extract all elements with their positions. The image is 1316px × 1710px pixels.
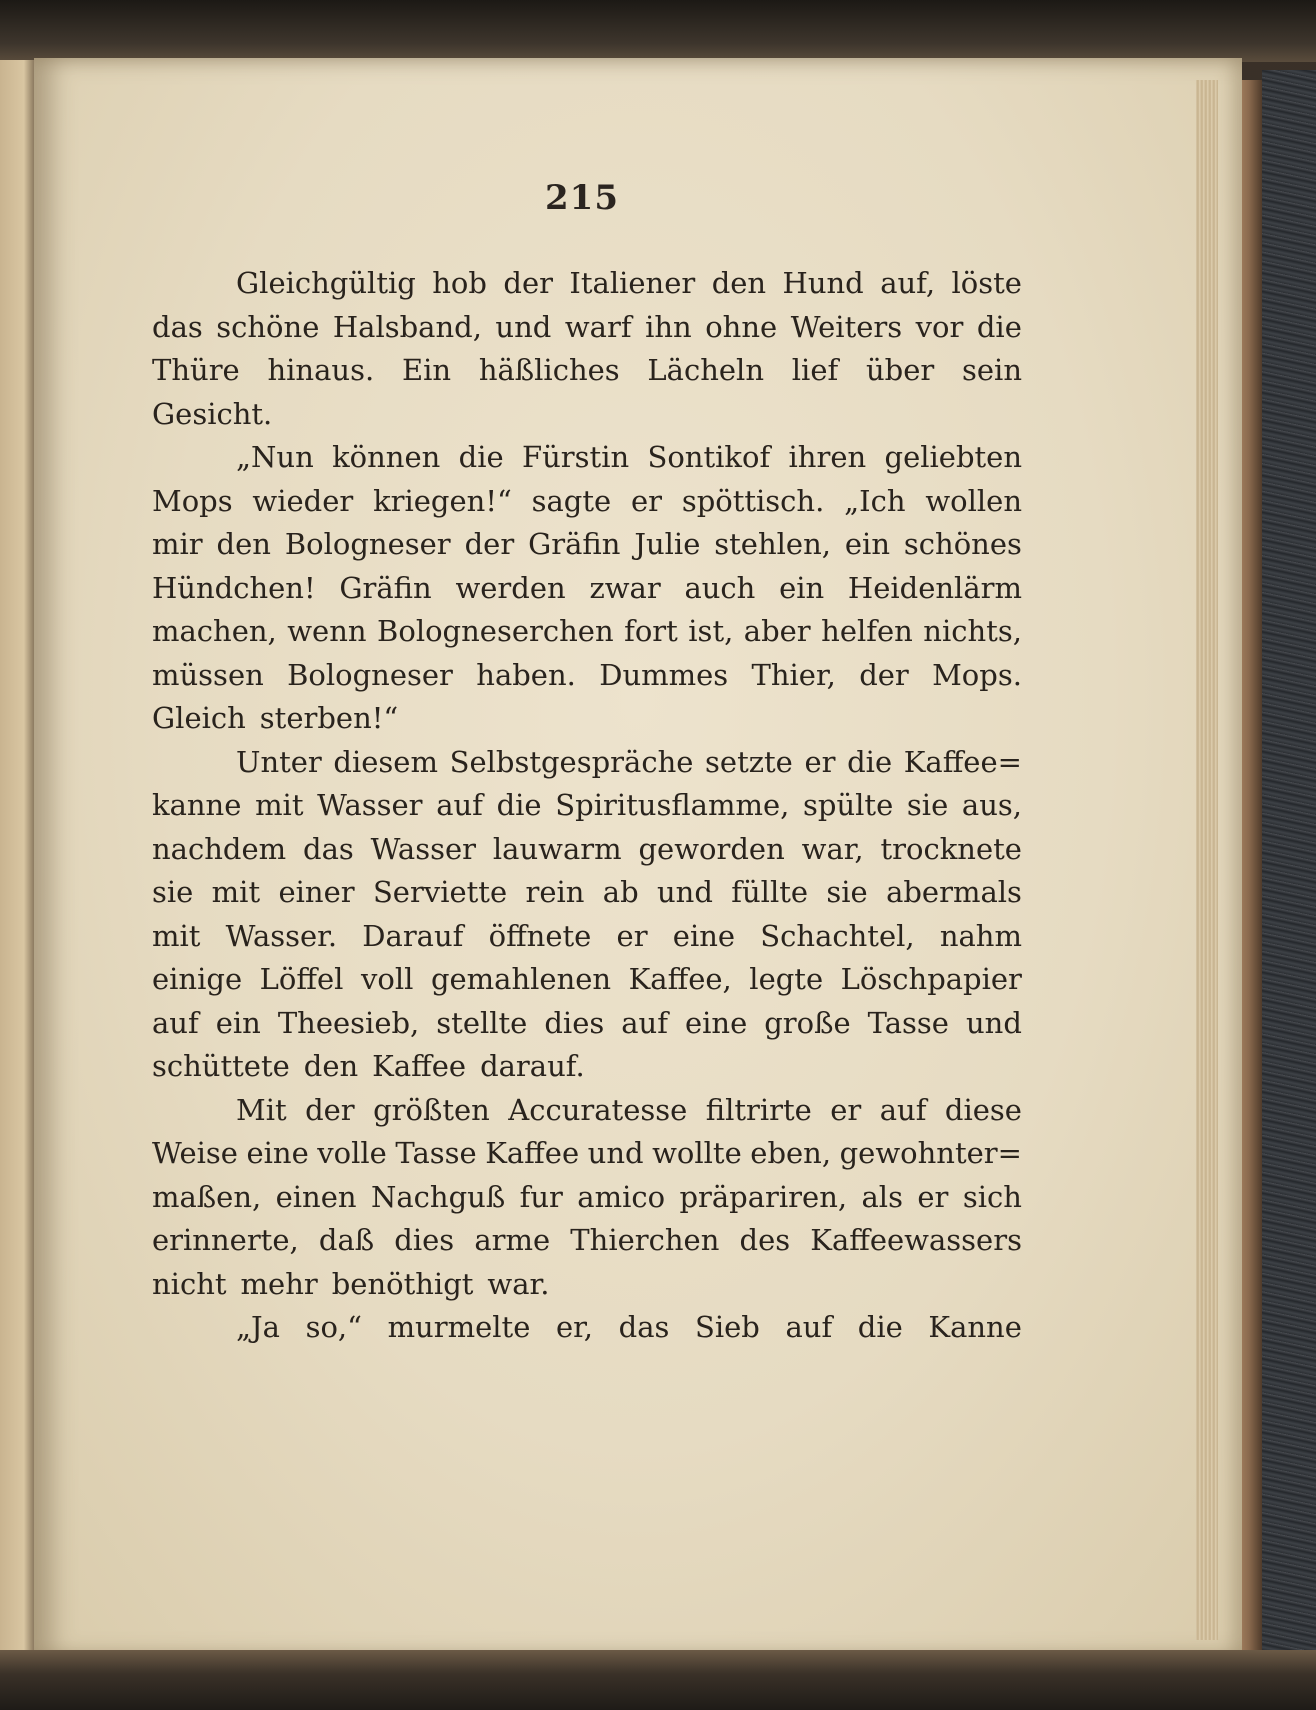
word: Nachguß	[371, 1179, 506, 1214]
word: Halsband,	[332, 309, 482, 344]
book-cover-board	[1262, 70, 1316, 1650]
word: die	[847, 744, 893, 779]
word: Tasse	[867, 1005, 949, 1040]
word: einige	[152, 962, 243, 996]
word: er	[630, 483, 663, 518]
word: Selbstgespräche	[449, 744, 694, 779]
word: ohne	[705, 309, 778, 344]
word: ein	[215, 1005, 261, 1040]
word: auch	[684, 570, 756, 605]
word: ein	[779, 570, 825, 605]
text-line	[152, 828, 1022, 872]
word: Weiters	[790, 309, 903, 344]
word: müssen	[152, 657, 264, 692]
word: das	[303, 831, 354, 866]
word: er	[616, 918, 648, 953]
word: Heidenlärm	[847, 570, 1022, 605]
word: Sieb	[695, 1310, 760, 1344]
word: einen	[275, 1179, 357, 1214]
word: fur	[519, 1179, 563, 1214]
word: Gräfin	[528, 527, 621, 561]
word: können	[332, 440, 441, 474]
paragraph	[152, 262, 1022, 436]
text-line	[152, 1002, 1022, 1046]
word: gewohnter=	[839, 1136, 1022, 1170]
word: Tasse	[395, 1136, 477, 1170]
word: trocknete	[880, 831, 1022, 866]
word: Dummes	[599, 657, 729, 692]
word: mit	[211, 875, 261, 909]
word: spülte	[803, 788, 894, 822]
text-line	[152, 871, 1022, 915]
word: ab	[602, 875, 639, 909]
word: auf	[621, 1005, 668, 1040]
word: arme	[474, 1223, 551, 1257]
word: voll	[360, 962, 414, 996]
word: Gräfin	[339, 570, 432, 605]
word: dies	[394, 1223, 455, 1257]
word: legte	[749, 962, 824, 996]
word: sagte	[531, 483, 612, 518]
word: Serviette	[372, 875, 508, 909]
text-line	[152, 741, 1022, 785]
word: als	[861, 1179, 903, 1214]
word: volle	[317, 1136, 387, 1170]
word: Bologneserchen	[377, 614, 614, 648]
word: kanne	[152, 788, 242, 822]
word: Mops	[152, 483, 233, 518]
book-bottom-edge	[0, 1650, 1316, 1710]
text-line	[152, 567, 1022, 611]
word: abermals	[886, 875, 1022, 909]
word: die	[458, 440, 504, 474]
word: über	[865, 353, 935, 387]
paragraph	[152, 1306, 1022, 1350]
word: schönes	[903, 527, 1022, 561]
text-line	[152, 393, 1022, 437]
text-line	[152, 349, 1022, 393]
word: spöttisch.	[681, 483, 825, 518]
word: war.	[487, 1266, 550, 1301]
text-line	[152, 610, 1022, 654]
word: „Nun	[236, 440, 314, 474]
word: wollte	[652, 1136, 742, 1170]
word: darauf.	[480, 1049, 585, 1083]
word: füllte	[731, 875, 809, 909]
body-text	[152, 262, 1022, 1350]
word: und	[657, 875, 713, 909]
word: maßen,	[152, 1179, 262, 1214]
word: der	[464, 527, 515, 561]
word: auf	[436, 788, 483, 822]
word: Mit	[236, 1092, 287, 1127]
word: den	[303, 1049, 359, 1083]
text-line	[152, 1045, 1022, 1089]
word: auf	[879, 1092, 927, 1127]
word: Fürstin	[522, 440, 630, 474]
text-line	[152, 784, 1022, 828]
word: ihren	[788, 440, 867, 474]
word: Kaffee=	[903, 744, 1022, 779]
word: und	[587, 1136, 644, 1170]
book-top-edge	[0, 0, 1316, 62]
word: filtrirte	[705, 1092, 812, 1127]
word: nicht	[152, 1266, 227, 1301]
word: Julie	[634, 527, 701, 561]
text-line	[152, 1176, 1022, 1220]
page-number: 215	[545, 178, 619, 218]
word: mir	[152, 527, 203, 561]
word: stehlen,	[714, 527, 831, 561]
text-line	[152, 697, 1022, 741]
word: aus,	[961, 788, 1022, 822]
word: Unter	[236, 744, 322, 779]
word: lauwarm	[492, 831, 622, 866]
word: werden	[455, 570, 566, 605]
word: Wasser	[370, 831, 476, 866]
word: nichts,	[923, 614, 1022, 648]
word: geliebten	[884, 440, 1022, 474]
word: „Ich	[844, 483, 906, 518]
word: ist,	[688, 614, 734, 648]
word: Darauf	[362, 918, 464, 953]
page-stack-edges	[1196, 80, 1218, 1640]
word: die	[496, 788, 542, 822]
word: Kaffeewassers	[810, 1223, 1022, 1257]
paragraph	[152, 436, 1022, 741]
word: öffnete	[488, 918, 592, 953]
word: Lächeln	[647, 353, 765, 387]
word: eine	[672, 918, 736, 953]
word: löste	[951, 266, 1022, 300]
word: ein	[844, 527, 891, 561]
word: sie	[906, 788, 949, 822]
word: wieder	[252, 483, 354, 518]
word: Löschpapier	[840, 962, 1022, 996]
word: sie	[826, 875, 868, 909]
word: vor	[915, 309, 964, 344]
text-line	[152, 654, 1022, 698]
text-line	[152, 523, 1022, 567]
word: Löffel	[259, 962, 344, 996]
word: sie	[152, 875, 194, 909]
word: schöne	[216, 309, 320, 344]
word: Thierchen	[570, 1223, 720, 1257]
text-line	[152, 915, 1022, 959]
text-line	[152, 1089, 1022, 1133]
word: die	[976, 309, 1022, 344]
word: daß	[318, 1223, 375, 1257]
word: er	[917, 1179, 949, 1214]
word: Hund	[782, 266, 864, 300]
word: Ein	[401, 353, 452, 387]
word: auf,	[880, 266, 936, 300]
word: Accuratesse	[508, 1092, 688, 1127]
word: Spiritusflamme,	[555, 788, 790, 822]
word: wollen	[925, 483, 1022, 518]
word: Gesicht.	[152, 396, 273, 431]
word: hinaus.	[267, 353, 375, 387]
word: nachdem	[152, 831, 287, 866]
word: er,	[555, 1310, 594, 1344]
word: ihn	[645, 309, 692, 344]
word: Wasser.	[225, 918, 338, 953]
word: größten	[373, 1092, 490, 1127]
word: eine	[684, 1005, 748, 1040]
word: schüttete	[152, 1049, 290, 1083]
word: er	[804, 744, 836, 779]
word: Italiener	[569, 266, 696, 300]
word: sein	[962, 353, 1022, 387]
text-line	[152, 1306, 1022, 1350]
word: nahm	[939, 918, 1022, 953]
word: Kaffee,	[628, 962, 732, 996]
word: er	[830, 1092, 862, 1127]
word: mit	[255, 788, 304, 822]
word: kriegen!“	[373, 483, 512, 518]
paragraph	[152, 741, 1022, 1089]
word: „Ja	[236, 1310, 280, 1344]
text-line	[152, 1219, 1022, 1263]
word: Thüre	[152, 353, 240, 387]
word: warf	[564, 309, 632, 344]
word: zwar	[589, 570, 661, 605]
word: so,“	[305, 1310, 362, 1344]
word: eine	[246, 1136, 309, 1170]
word: auf	[152, 1005, 199, 1040]
word: und	[495, 309, 552, 344]
word: Wasser	[317, 788, 423, 822]
text-line	[152, 1132, 1022, 1176]
word: wenn	[287, 614, 367, 648]
word: Weise	[152, 1136, 238, 1170]
word: und	[965, 1005, 1022, 1040]
word: Gleich	[152, 701, 246, 735]
word: Mops.	[932, 657, 1022, 692]
text-line	[152, 436, 1022, 480]
word: das	[152, 309, 203, 344]
word: mit	[152, 918, 201, 953]
word: Kaffee	[372, 1049, 467, 1083]
word: der	[503, 266, 553, 300]
word: Schachtel,	[760, 918, 915, 953]
word: den	[216, 527, 271, 561]
text-line	[152, 480, 1022, 524]
word: eben,	[750, 1136, 832, 1170]
paragraph	[152, 1089, 1022, 1307]
word: Hündchen!	[152, 570, 316, 605]
word: gemahlenen	[430, 962, 612, 996]
word: setzte	[705, 744, 793, 779]
word: fort	[624, 614, 678, 648]
word: das	[618, 1310, 670, 1344]
word: große	[764, 1005, 851, 1040]
word: rein	[525, 875, 585, 909]
word: präpariren,	[679, 1179, 848, 1214]
word: häßliches	[478, 353, 620, 387]
word: mehr	[240, 1266, 318, 1301]
word: Bologneser	[284, 527, 451, 561]
word: hob	[432, 266, 487, 300]
text-line	[152, 306, 1022, 350]
word: stellte	[436, 1005, 528, 1040]
text-line	[152, 262, 1022, 306]
word: Thier,	[751, 657, 836, 692]
word: murmelte	[387, 1310, 531, 1344]
word: des	[739, 1223, 791, 1257]
word: war,	[801, 831, 864, 866]
word: amico	[577, 1179, 666, 1214]
word: der	[305, 1092, 355, 1127]
word: einer	[278, 875, 355, 909]
word: Kaffee	[485, 1136, 580, 1170]
text-line	[152, 1263, 1022, 1307]
word: diesem	[333, 744, 438, 779]
word: der	[859, 657, 909, 692]
word: haben.	[476, 657, 576, 692]
word: Gleichgültig	[236, 266, 416, 300]
word: den	[711, 266, 767, 300]
word: die	[857, 1310, 903, 1344]
word: sich	[962, 1179, 1022, 1214]
facing-page-edge	[0, 60, 34, 1650]
word: auf	[785, 1310, 833, 1344]
word: Theesieb,	[277, 1005, 420, 1040]
word: erinnerte,	[152, 1223, 299, 1257]
word: Kanne	[928, 1310, 1022, 1344]
word: sterben!“	[259, 701, 399, 735]
word: dies	[544, 1005, 605, 1040]
word: benöthigt	[331, 1266, 474, 1301]
text-line	[152, 958, 1022, 1002]
word: Sontikof	[647, 440, 771, 474]
word: geworden	[638, 831, 785, 866]
word: aber	[743, 614, 811, 648]
word: machen,	[152, 614, 277, 648]
word: lief	[791, 353, 839, 387]
word: diese	[944, 1092, 1022, 1127]
word: helfen	[821, 614, 913, 648]
word: Bologneser	[287, 657, 453, 692]
